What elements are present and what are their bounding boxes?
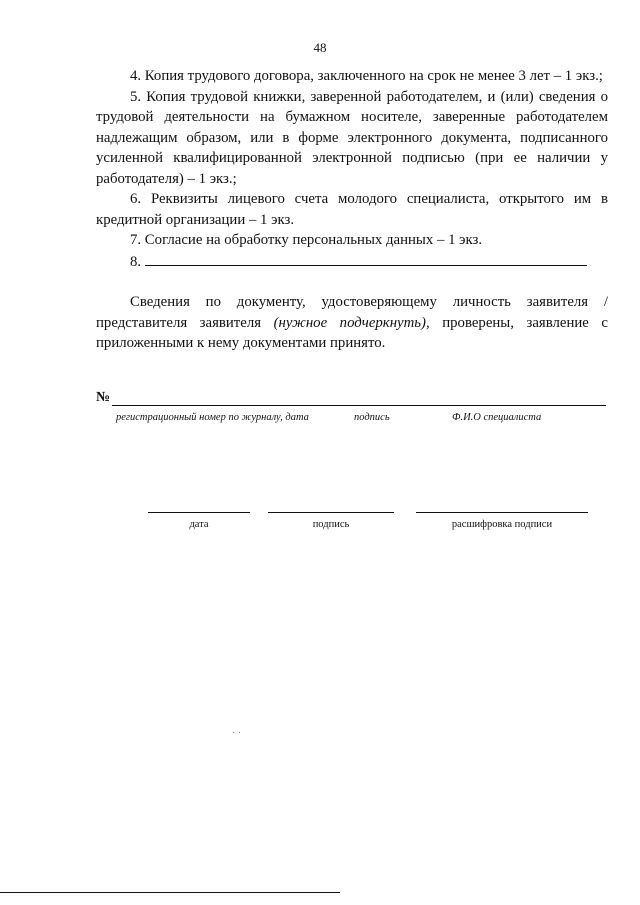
registration-row bbox=[96, 390, 608, 406]
verification-italic-note: (нужное подчеркнуть), bbox=[273, 314, 430, 331]
page-number: 48 bbox=[313, 40, 327, 55]
list-item-blank bbox=[96, 251, 608, 273]
scan-dots: · · bbox=[232, 728, 242, 739]
number-sign: № bbox=[96, 390, 111, 405]
verification-text-2: проверены, заявление с приложенными к нему документами принято. bbox=[96, 314, 608, 351]
list-item: 5. Копия трудовой книжки, заверенной работодателем, и (или) сведения о трудовой деятельности на бумажном носителе, заверенные работодателем надлежащим образом, или в форме электронного документа, подписанного усиленной квалифицированной электронной подписью (при ее наличии у работодателя) – 1 экз.; bbox=[96, 88, 608, 187]
footnote-separator bbox=[0, 892, 340, 893]
list-item: 7. Согласие на обработку персональных данных – 1 экз. bbox=[130, 232, 483, 248]
attachments-list bbox=[96, 66, 608, 272]
transcript-line bbox=[416, 512, 588, 513]
date-line bbox=[148, 512, 250, 513]
transcript-caption: расшифровка подписи bbox=[451, 519, 553, 530]
blank-fill-line bbox=[145, 251, 587, 266]
verification-text-1: Сведения по документу, удостоверяющему личность заявителя /представителя заявителя bbox=[96, 294, 608, 331]
registration-fill-line bbox=[112, 405, 606, 406]
caption-reg-number: регистрационный номер по журналу, дата bbox=[116, 412, 309, 423]
signature-line bbox=[268, 512, 394, 513]
signature-caption: подпись bbox=[312, 519, 350, 530]
list-item: 6. Реквизиты лицевого счета молодого специалиста, открытого им в кредитной организации – 1 экз. bbox=[96, 191, 608, 228]
verification-paragraph bbox=[96, 292, 608, 354]
list-item-number: 8. bbox=[130, 253, 142, 270]
list-item: 4. Копия трудового договора, заключенного на срок не менее 3 лет – 1 экз.; bbox=[130, 68, 603, 84]
caption-specialist-name: Ф.И.О специалиста bbox=[452, 412, 542, 423]
date-caption: дата bbox=[189, 519, 209, 530]
caption-signature: подпись bbox=[354, 412, 390, 423]
